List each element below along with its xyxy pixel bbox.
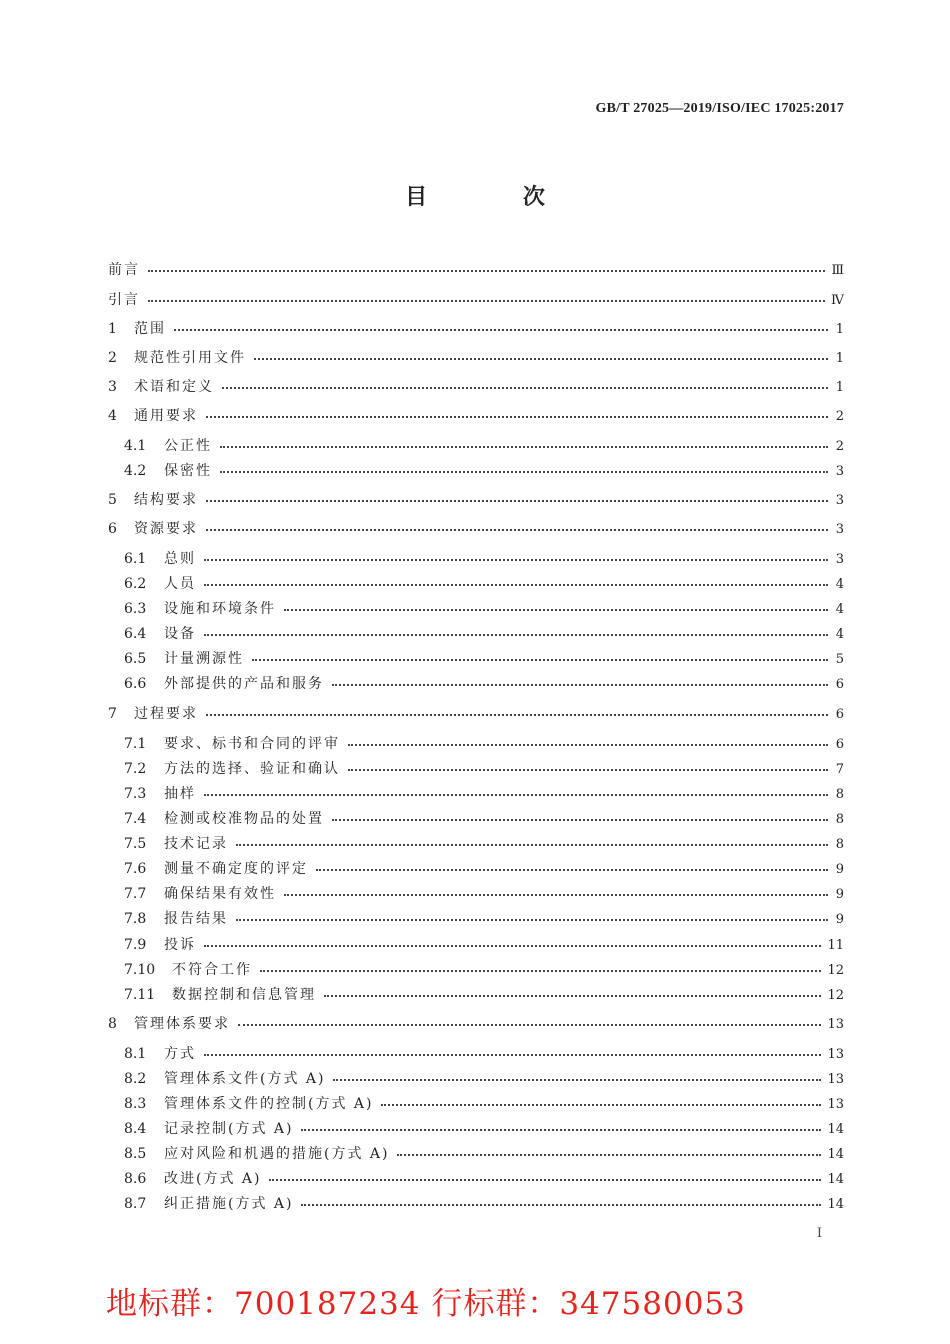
toc-entry[interactable] (108, 1068, 844, 1090)
toc-entry-number: 2 (108, 350, 117, 366)
toc-entry-page: 12 (827, 988, 844, 1003)
toc-entry-page: 14 (827, 1147, 844, 1162)
toc-leader-dots (204, 783, 828, 796)
toc-entry[interactable] (108, 673, 844, 695)
toc-entry-number: 7.1 (124, 736, 147, 752)
toc-entry[interactable] (108, 259, 844, 281)
toc-leader-dots (254, 347, 828, 360)
toc-entry[interactable] (108, 984, 844, 1006)
toc-leader-dots (220, 435, 828, 448)
toc-entry-page: 6 (835, 707, 844, 722)
toc-entry-label: 前言 (108, 262, 140, 278)
toc-leader-dots (204, 934, 821, 947)
toc-leader-dots (332, 673, 828, 686)
toc-entry-number: 8 (108, 1016, 117, 1032)
toc-entry-number: 7.3 (124, 786, 147, 802)
toc-leader-dots (348, 733, 828, 746)
toc-entry-page: Ⅳ (831, 293, 844, 308)
toc-entry-number: 8.1 (124, 1046, 147, 1062)
toc-entry-number: 4.2 (124, 463, 147, 479)
toc-entry-label: 结构要求 (134, 492, 198, 508)
footer-group-numbers: 地标群：700187234 行标群：347580053 (106, 1286, 746, 1322)
toc-entry[interactable] (108, 518, 844, 540)
toc-entry-page: 4 (835, 577, 844, 592)
toc-entry-number: 4 (108, 408, 117, 424)
toc-entry-label: 改进(方式 A) (164, 1171, 262, 1187)
toc-leader-dots (238, 1013, 821, 1026)
toc-entry[interactable] (108, 318, 844, 340)
toc-entry-number: 8.7 (124, 1196, 147, 1212)
toc-entry-label: 投诉 (164, 937, 196, 953)
toc-leader-dots (301, 1193, 821, 1206)
toc-entry-number: 6.6 (124, 676, 147, 692)
toc-entry-label: 公正性 (164, 438, 212, 454)
toc-entry-page: 12 (827, 963, 844, 978)
toc-entry-number: 8.4 (124, 1121, 147, 1137)
toc-leader-dots (204, 548, 828, 561)
toc-entry-label: 抽样 (164, 786, 196, 802)
toc-leader-dots (348, 758, 828, 771)
toc-entry-label: 范围 (134, 321, 166, 337)
toc-leader-dots (236, 908, 828, 921)
toc-entry-label: 设备 (164, 626, 196, 642)
toc-entry-page: 3 (835, 522, 844, 537)
toc-entry-page: 3 (835, 493, 844, 508)
toc-leader-dots (252, 648, 828, 661)
toc-leader-dots (204, 1043, 821, 1056)
toc-entry[interactable] (108, 934, 844, 956)
toc-entry[interactable] (108, 703, 844, 725)
toc-entry[interactable] (108, 489, 844, 511)
toc-entry[interactable] (108, 858, 844, 880)
toc-entry-label: 测量不确定度的评定 (164, 861, 308, 877)
toc-leader-dots (148, 259, 825, 272)
toc-entry[interactable] (108, 347, 844, 369)
page-number: I (816, 1226, 822, 1241)
toc-entry[interactable] (108, 1013, 844, 1035)
toc-leader-dots (381, 1093, 821, 1106)
toc-entry[interactable] (108, 808, 844, 830)
toc-entry[interactable] (108, 573, 844, 595)
toc-leader-dots (333, 1068, 821, 1081)
toc-entry[interactable] (108, 1118, 844, 1140)
toc-entry-page: 3 (835, 464, 844, 479)
toc-entry-label: 方式 (164, 1046, 196, 1062)
toc-entry[interactable] (108, 1043, 844, 1065)
toc-entry[interactable] (108, 376, 844, 398)
toc-entry-label: 管理体系文件的控制(方式 A) (164, 1096, 374, 1112)
toc-entry[interactable] (108, 733, 844, 755)
toc-entry-label: 计量溯源性 (164, 651, 244, 667)
toc-entry-page: 2 (835, 439, 844, 454)
toc-leader-dots (220, 460, 828, 473)
toc-leader-dots (206, 703, 828, 716)
toc-leader-dots (284, 598, 828, 611)
toc-entry-number: 3 (108, 379, 117, 395)
toc-entry-label: 引言 (108, 292, 140, 308)
toc-entry-label: 管理体系文件(方式 A) (164, 1071, 326, 1087)
toc-entry-label: 设施和环境条件 (164, 601, 276, 617)
toc-entry-number: 7.11 (124, 987, 156, 1003)
toc-leader-dots (204, 623, 828, 636)
toc-leader-dots (206, 489, 828, 502)
toc-entry-number: 7.5 (124, 836, 147, 852)
toc-entry-page: 14 (827, 1172, 844, 1187)
toc-entry-label: 方法的选择、验证和确认 (164, 761, 340, 777)
toc-entry-number: 7.10 (124, 962, 156, 978)
toc-entry-page: Ⅲ (831, 263, 844, 278)
toc-entry-page: 14 (827, 1197, 844, 1212)
toc-entry-label: 过程要求 (134, 706, 198, 722)
toc-leader-dots (174, 318, 828, 331)
toc-entry-label: 不符合工作 (172, 962, 252, 978)
toc-leader-dots (397, 1143, 821, 1156)
toc-entry[interactable] (108, 959, 844, 981)
toc-entry-number: 6.5 (124, 651, 147, 667)
toc-entry-number: 7.2 (124, 761, 147, 777)
toc-entry-label: 技术记录 (164, 836, 228, 852)
toc-entry-number: 7.4 (124, 811, 147, 827)
toc-leader-dots (332, 808, 828, 821)
toc-entry-number: 8.2 (124, 1071, 147, 1087)
toc-entry-page: 14 (827, 1122, 844, 1137)
toc-leader-dots (301, 1118, 821, 1131)
standard-code: GB/T 27025—2019/ISO/IEC 17025:2017 (595, 101, 844, 116)
toc-leader-dots (316, 858, 828, 871)
toc-entry[interactable] (108, 460, 844, 482)
toc-entry[interactable] (108, 1143, 844, 1165)
toc-leader-dots (148, 289, 825, 302)
toc-leader-dots (324, 984, 821, 997)
toc-leader-dots (204, 573, 828, 586)
toc-entry-page: 9 (835, 912, 844, 927)
toc-entry[interactable] (108, 1193, 844, 1215)
toc-entry-number: 4.1 (124, 438, 147, 454)
toc-entry-number: 7.9 (124, 937, 147, 953)
toc-entry-page: 8 (835, 787, 844, 802)
toc-entry-page: 13 (827, 1047, 844, 1062)
toc-entry-label: 术语和定义 (134, 379, 214, 395)
toc-entry-page: 11 (827, 938, 844, 953)
toc-leader-dots (206, 405, 828, 418)
toc-entry[interactable] (108, 548, 844, 570)
toc-entry-page: 8 (835, 812, 844, 827)
toc-entry-label: 纠正措施(方式 A) (164, 1196, 294, 1212)
toc-entry-number: 7.8 (124, 911, 147, 927)
toc-entry-page: 13 (827, 1017, 844, 1032)
toc-entry-number: 8.3 (124, 1096, 147, 1112)
toc-entry-page: 2 (835, 409, 844, 424)
toc-entry-number: 6.2 (124, 576, 147, 592)
toc-entry[interactable] (108, 908, 844, 930)
page-title: 目 次 (405, 185, 589, 210)
toc-entry-label: 报告结果 (164, 911, 228, 927)
toc-entry[interactable] (108, 883, 844, 905)
toc-entry[interactable] (108, 405, 844, 427)
toc-entry-number: 6 (108, 521, 117, 537)
toc-entry[interactable] (108, 833, 844, 855)
toc-entry-label: 资源要求 (134, 521, 198, 537)
toc-entry-label: 管理体系要求 (134, 1016, 230, 1032)
toc-entry-number: 5 (108, 492, 117, 508)
toc-entry-label: 通用要求 (134, 408, 198, 424)
toc-entry-label: 确保结果有效性 (164, 886, 276, 902)
toc-entry-page: 6 (835, 737, 844, 752)
toc-entry-number: 8.5 (124, 1146, 147, 1162)
toc-entry-label: 规范性引用文件 (134, 350, 246, 366)
toc-entry[interactable] (108, 598, 844, 620)
toc-entry-page: 7 (835, 762, 844, 777)
toc-entry-label: 检测或校准物品的处置 (164, 811, 324, 827)
toc-entry-label: 数据控制和信息管理 (172, 987, 316, 1003)
toc-entry-page: 9 (835, 862, 844, 877)
toc-entry-number: 7.7 (124, 886, 147, 902)
toc-entry-page: 1 (835, 380, 844, 395)
toc-leader-dots (222, 376, 828, 389)
toc-entry-page: 9 (835, 887, 844, 902)
toc-entry-number: 6.1 (124, 551, 147, 567)
toc-entry-page: 8 (835, 837, 844, 852)
toc-leader-dots (236, 833, 828, 846)
toc-leader-dots (206, 518, 828, 531)
toc-entry-number: 8.6 (124, 1171, 147, 1187)
toc-entry-number: 7 (108, 706, 117, 722)
toc-entry-number: 1 (108, 321, 117, 337)
toc-entry-page: 1 (835, 351, 844, 366)
toc-entry-page: 5 (835, 652, 844, 667)
toc-entry[interactable] (108, 435, 844, 457)
toc-entry[interactable] (108, 758, 844, 780)
toc-entry-page: 13 (827, 1097, 844, 1112)
toc-entry-number: 6.4 (124, 626, 147, 642)
toc-entry-label: 总则 (164, 551, 196, 567)
toc-entry[interactable] (108, 648, 844, 670)
toc-entry-number: 6.3 (124, 601, 147, 617)
toc-entry-page: 3 (835, 552, 844, 567)
toc-entry-page: 1 (835, 322, 844, 337)
toc-entry-label: 要求、标书和合同的评审 (164, 736, 340, 752)
toc-entry[interactable] (108, 1093, 844, 1115)
toc-entry-page: 13 (827, 1072, 844, 1087)
toc-entry-label: 记录控制(方式 A) (164, 1121, 294, 1137)
toc-leader-dots (260, 959, 821, 972)
toc-leader-dots (269, 1168, 821, 1181)
toc-entry-page: 4 (835, 602, 844, 617)
toc-entry-label: 人员 (164, 576, 196, 592)
toc-entry[interactable] (108, 1168, 844, 1190)
toc-entry-label: 外部提供的产品和服务 (164, 676, 324, 692)
toc-entry-label: 保密性 (164, 463, 212, 479)
toc-entry-label: 应对风险和机遇的措施(方式 A) (164, 1146, 390, 1162)
toc-entry-page: 6 (835, 677, 844, 692)
toc-entry[interactable] (108, 623, 844, 645)
toc-leader-dots (284, 883, 828, 896)
toc-entry-number: 7.6 (124, 861, 147, 877)
toc-entry[interactable] (108, 783, 844, 805)
toc-entry-page: 4 (835, 627, 844, 642)
toc-entry[interactable] (108, 289, 844, 311)
